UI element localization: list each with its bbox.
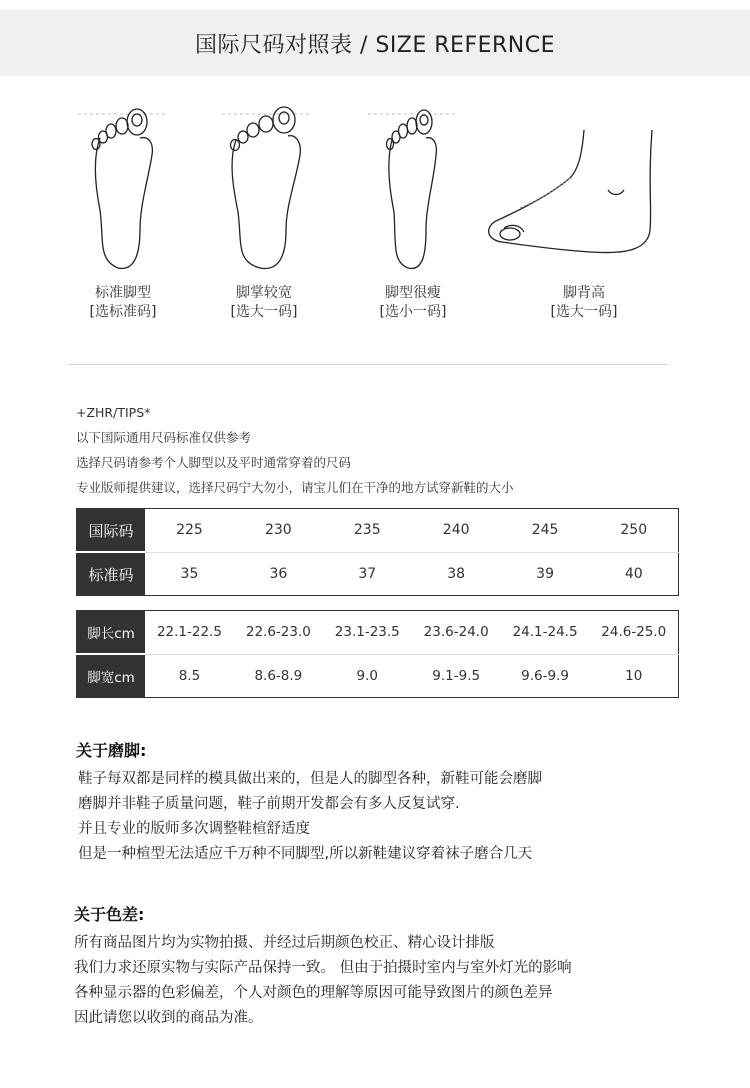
color-notice-section bbox=[74, 902, 572, 1031]
table-cell: 23.6-24.0 bbox=[423, 624, 489, 641]
row-header: 标准码 bbox=[77, 552, 146, 596]
table-cell: 250 bbox=[620, 522, 648, 539]
foot-type-name: 标准脚型 bbox=[95, 285, 151, 301]
table-cell: 230 bbox=[264, 522, 292, 539]
table-cell: 225 bbox=[176, 522, 203, 539]
table-row bbox=[77, 654, 679, 698]
foot-type-name: 脚背高 bbox=[563, 285, 605, 301]
table-cell: 40 bbox=[590, 552, 679, 596]
section-line: 我们力求还原实物与实际产品保持一致。 但由于拍摄时室内与室外灯光的影响 bbox=[74, 960, 572, 976]
table-cell: 24.1-24.5 bbox=[512, 624, 578, 641]
table-cell: 23.1-23.5 bbox=[334, 624, 400, 641]
section-line: 所有商品图片均为实物拍摄、并经过后期颜色校正、精心设计排版 bbox=[74, 935, 495, 951]
foot-caption-narrow bbox=[353, 284, 473, 322]
table-cell: 37 bbox=[323, 552, 412, 596]
section-divider bbox=[68, 364, 668, 365]
section-line: 因此请您以收到的商品为准。 bbox=[74, 1010, 263, 1026]
row-header: 脚宽cm bbox=[77, 654, 146, 698]
section-line: 磨脚并非鞋子质量问题，鞋子前期开发都会有多人反复试穿. bbox=[78, 796, 460, 812]
table-cell: 9.0 bbox=[323, 654, 412, 698]
standard-foot-icon bbox=[78, 100, 168, 275]
foot-type-advice: [选标准码] bbox=[89, 304, 157, 320]
section-title: 关于色差: bbox=[74, 905, 145, 924]
tips-line: 专业版师提供建议，选择尺码宁大勿小，请宝儿们在干净的地方试穿新鞋的大小 bbox=[76, 480, 514, 495]
table-cell: 8.5 bbox=[145, 654, 234, 698]
table-row bbox=[77, 509, 679, 553]
table-cell: 39 bbox=[501, 552, 590, 596]
page-header bbox=[0, 10, 750, 76]
high-instep-foot-icon bbox=[480, 100, 660, 275]
foot-caption-wide bbox=[204, 284, 324, 322]
table-row bbox=[77, 611, 679, 655]
wide-foot-icon bbox=[222, 100, 312, 275]
section-line: 鞋子每双都是同样的模具做出来的，但是人的脚型各种，新鞋可能会磨脚 bbox=[78, 771, 542, 787]
table-cell: 9.6-9.9 bbox=[501, 654, 590, 698]
table-cell: 9.1-9.5 bbox=[412, 654, 501, 698]
foot-caption-high-instep bbox=[524, 284, 644, 322]
section-line: 各种显示器的色彩偏差，个人对颜色的理解等原因可能导致图片的颜色差异 bbox=[74, 985, 553, 1001]
wear-notice-section bbox=[76, 738, 542, 867]
foot-measurement-table bbox=[76, 610, 679, 698]
table-cell: 22.1-22.5 bbox=[156, 624, 222, 641]
foot-type-advice: [选大一码] bbox=[550, 304, 618, 320]
row-header: 脚长cm bbox=[77, 611, 146, 655]
table-row bbox=[77, 552, 679, 596]
section-line: 并且专业的版师多次调整鞋楦舒适度 bbox=[78, 821, 310, 837]
tips-label: +ZHR/TIPS* bbox=[76, 405, 151, 420]
table-cell: 24.6-25.0 bbox=[601, 624, 667, 641]
size-conversion-table bbox=[76, 508, 679, 596]
foot-type-advice: [选小一码] bbox=[379, 304, 447, 320]
foot-type-name: 脚型很瘦 bbox=[385, 285, 441, 301]
section-title: 关于磨脚: bbox=[76, 741, 147, 760]
tips-line: 以下国际通用尺码标准仅供参考 bbox=[76, 430, 252, 445]
table-cell: 8.6-8.9 bbox=[234, 654, 323, 698]
section-line: 但是一种楦型无法适应千万种不同脚型,所以新鞋建议穿着袜子磨合几天 bbox=[78, 846, 533, 862]
table-cell: 22.6-23.0 bbox=[245, 624, 311, 641]
tips-block bbox=[76, 400, 514, 500]
table-cell: 35 bbox=[145, 552, 234, 596]
table-cell: 10 bbox=[590, 654, 679, 698]
table-cell: 240 bbox=[442, 522, 470, 539]
tips-line: 选择尺码请参考个人脚型以及平时通常穿着的尺码 bbox=[76, 455, 352, 470]
table-cell: 245 bbox=[531, 522, 559, 539]
table-cell: 38 bbox=[412, 552, 501, 596]
row-header: 国际码 bbox=[77, 509, 146, 553]
foot-type-name: 脚掌较宽 bbox=[236, 285, 292, 301]
table-cell: 235 bbox=[353, 522, 381, 539]
foot-type-advice: [选大一码] bbox=[230, 304, 298, 320]
narrow-foot-icon bbox=[368, 100, 458, 275]
page-title: 国际尺码对照表 / SIZE REFERNCE bbox=[194, 32, 556, 58]
table-cell: 36 bbox=[234, 552, 323, 596]
foot-caption-standard bbox=[63, 284, 183, 322]
